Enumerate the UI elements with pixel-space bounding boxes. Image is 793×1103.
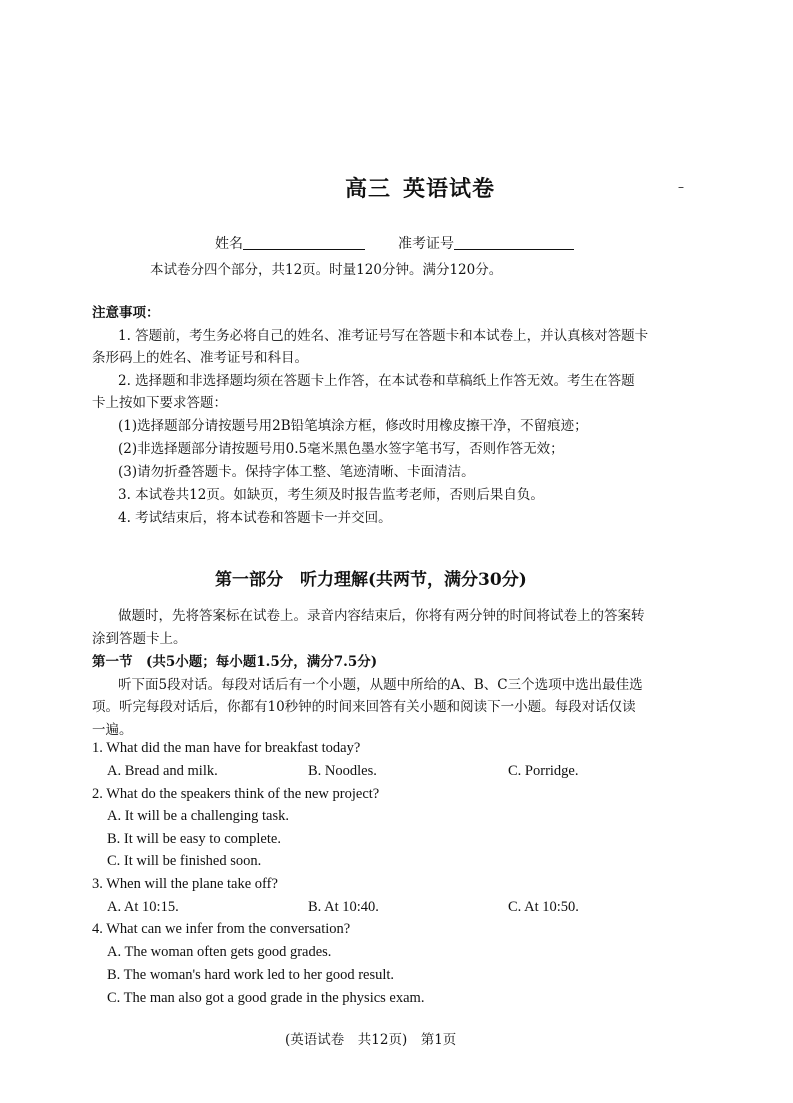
note-2-line-1: 2. 选择题和非选择题均须在答题卡上作答，在本试卷和草稿纸上作答无效。考生在答题 [118,373,635,389]
title-dash: – [678,180,684,194]
note-1-line-2: 条形码上的姓名、准考证号和科目。 [92,350,308,366]
part-1-instruction-line-1: 做题时，先将答案标在试卷上。录音内容结束后，你将有两分钟的时间将试卷上的答案转 [118,608,645,624]
question-4-option-a: A. The woman often gets good grades. [107,944,332,960]
subject-title: 英语试卷 [403,176,496,202]
question-1-option-b: B. Noodles. [308,763,377,779]
note-1-line-1: 1. 答题前，考生务必将自己的姓名、准考证号写在答题卡和本试卷上，并认真核对答题卡 [118,328,649,344]
question-3-option-c: C. At 10:50. [508,899,579,915]
question-2-option-c: C. It will be finished soon. [107,853,262,869]
page-title [345,172,495,203]
note-2-line-2: 卡上按如下要求答题： [92,395,227,411]
id-label: 准考证号 [398,236,454,252]
grade-label: 高三 [345,176,392,202]
notes-heading: 注意事项： [92,305,160,321]
intro-text: 本试卷分四个部分，共12页。时量120分钟。满分120分。 [150,262,503,278]
question-4-option-b: B. The woman's hard work led to her good result. [107,967,395,983]
question-3-option-b: B. At 10:40. [308,899,379,915]
question-3-option-a: A. At 10:15. [107,899,179,915]
name-label: 姓名 [215,236,243,252]
note-2-sub-3: (3)请勿折叠答题卡。保持字体工整、笔迹清晰、卡面清洁。 [118,464,475,480]
question-2-option-a: A. It will be a challenging task. [107,808,290,824]
id-blank-line [454,235,574,250]
page-footer: (英语试卷 共12页) 第1页 [285,1032,457,1048]
question-4-option-c: C. The man also got a good grade in the physics exam. [107,990,425,1006]
question-2-option-b: B. It will be easy to complete. [107,831,281,847]
id-field [398,233,574,253]
note-3: 3. 本试卷共12页。如缺页，考生须及时报告监考老师，否则后果自负。 [118,487,544,503]
note-2-sub-1: (1)选择题部分请按题号用2B铅笔填涂方框，修改时用橡皮擦干净，不留痕迹； [118,418,588,434]
note-2-sub-2: (2)非选择题部分请按题号用0.5毫米黑色墨水签字笔书写，否则作答无效； [118,441,564,457]
section-1-instruction-line-1: 听下面5段对话。每段对话后有一个小题，从题中所给的A、B、C三个选项中选出最佳选 [118,677,643,693]
section-1-instruction-line-2: 项。听完每段对话后，你都有10秒钟的时间来回答有关小题和阅读下一小题。每段对话仅读 [92,699,636,715]
question-1-option-c: C. Porridge. [508,763,579,779]
question-3-stem: 3. When will the plane take off? [92,876,278,892]
part-1-instruction-line-2: 涂到答题卡上。 [92,631,187,647]
question-1-stem: 1. What did the man have for breakfast today? [92,740,361,756]
name-field [215,233,365,253]
section-1-instruction-line-3: 一遍。 [92,722,133,738]
part-1-title: 第一部分 听力理解(共两节，满分30分) [215,570,527,590]
question-1-option-a: A. Bread and milk. [107,763,218,779]
name-blank-line [243,235,365,250]
question-4-stem: 4. What can we infer from the conversation? [92,921,351,937]
note-4: 4. 考试结束后，将本试卷和答题卡一并交回。 [118,510,392,526]
section-1-heading: 第一节 (共5小题；每小题1.5分，满分7.5分) [92,654,378,670]
question-2-stem: 2. What do the speakers think of the new project? [92,786,380,802]
